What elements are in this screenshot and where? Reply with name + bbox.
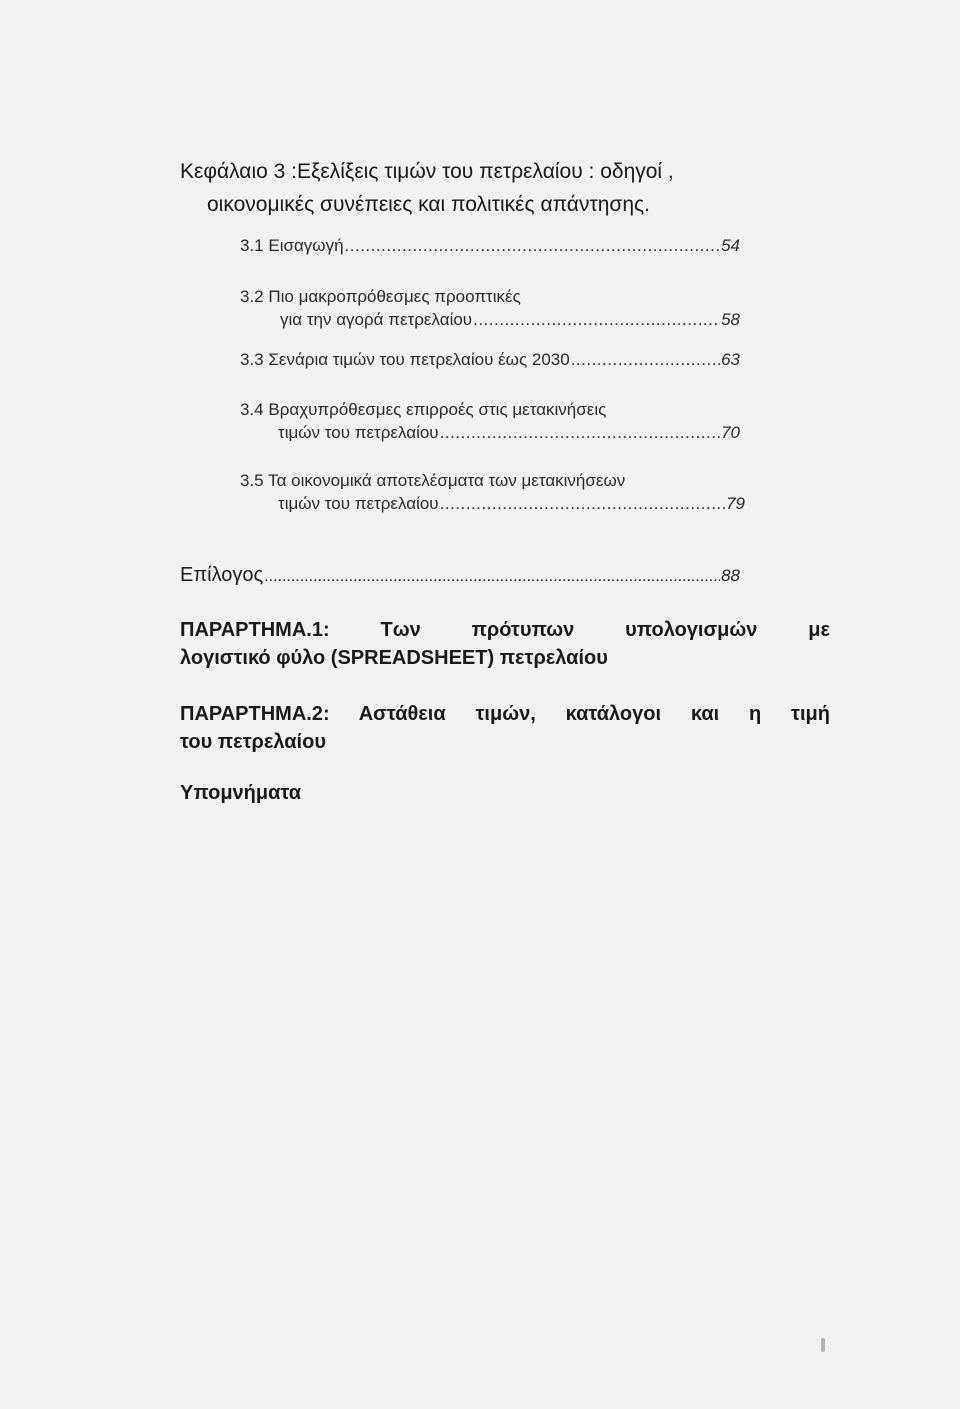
chapter-title: [180, 155, 820, 221]
toc-entry-appendix-1: [180, 616, 830, 672]
toc-page-number: 58: [721, 310, 740, 329]
toc-entry-text: 3.2 Πιο μακροπρόθεσμες προοπτικές: [240, 287, 521, 306]
toc-entry-text: 3.5 Τα οικονομικά αποτελέσματα των μετακινήσεων: [240, 471, 626, 490]
epilogue-label: Επίλογος: [180, 564, 264, 586]
dot-leader: [440, 421, 720, 444]
appendix-line-1: ΠΑΡΑΡΤΗΜΑ.1: Των πρότυπων υπολογισμών με: [180, 619, 830, 641]
chapter-title-line-2: οικονομικές συνέπειες και πολιτικές απάντησης.: [207, 193, 651, 216]
toc-entry-notes: Υπομνήματα: [180, 782, 302, 804]
appendix-line-2: του πετρελαίου: [180, 731, 326, 753]
toc-entry-3-3: [240, 348, 740, 371]
toc-entry-text-continued: τιμών του πετρελαίου: [278, 423, 439, 442]
toc-entry-text-continued: για την αγορά πετρελαίου: [280, 310, 473, 329]
chapter-title-line-1: Κεφάλαιο 3 :Εξελίξεις τιμών του πετρελαίου : οδηγοί ,: [180, 160, 674, 183]
toc-page-number: 63: [721, 350, 740, 369]
dot-leader: [473, 308, 720, 331]
toc-entry-3-2: [240, 285, 740, 331]
toc-page-number: 54: [721, 236, 740, 255]
toc-page-number: 88: [721, 566, 740, 585]
toc-entry-text: 3.4 Βραχυπρόθεσμες επιρροές στις μετακινήσεις: [240, 400, 607, 419]
toc-page-number: 70: [721, 423, 740, 442]
toc-entry-text: 3.3 Σενάρια τιμών του πετρελαίου έως 2030: [240, 350, 570, 369]
toc-entry-text: 3.1 Εισαγωγή: [240, 236, 344, 255]
toc-entry-3-1: [240, 234, 740, 257]
page-mark: [821, 1338, 825, 1352]
appendix-line-1: ΠΑΡΑΡΤΗΜΑ.2: Αστάθεια τιμών, κατάλογοι και η τιμή: [180, 703, 830, 725]
appendix-line-2: λογιστικό φύλο (SPREADSHEET) πετρελαίου: [180, 647, 608, 669]
toc-entry-3-4: [240, 398, 740, 444]
dot-leader: [264, 564, 720, 590]
dot-leader: [345, 234, 721, 257]
toc-entry-3-5: [240, 469, 745, 515]
toc-entry-epilogue: [180, 562, 740, 590]
toc-entry-text-continued: τιμών του πετρελαίου: [278, 494, 439, 513]
toc-page-number: 79: [726, 494, 745, 513]
dot-leader: [440, 492, 725, 515]
dot-leader: [571, 348, 720, 371]
toc-entry-appendix-2: [180, 700, 830, 756]
